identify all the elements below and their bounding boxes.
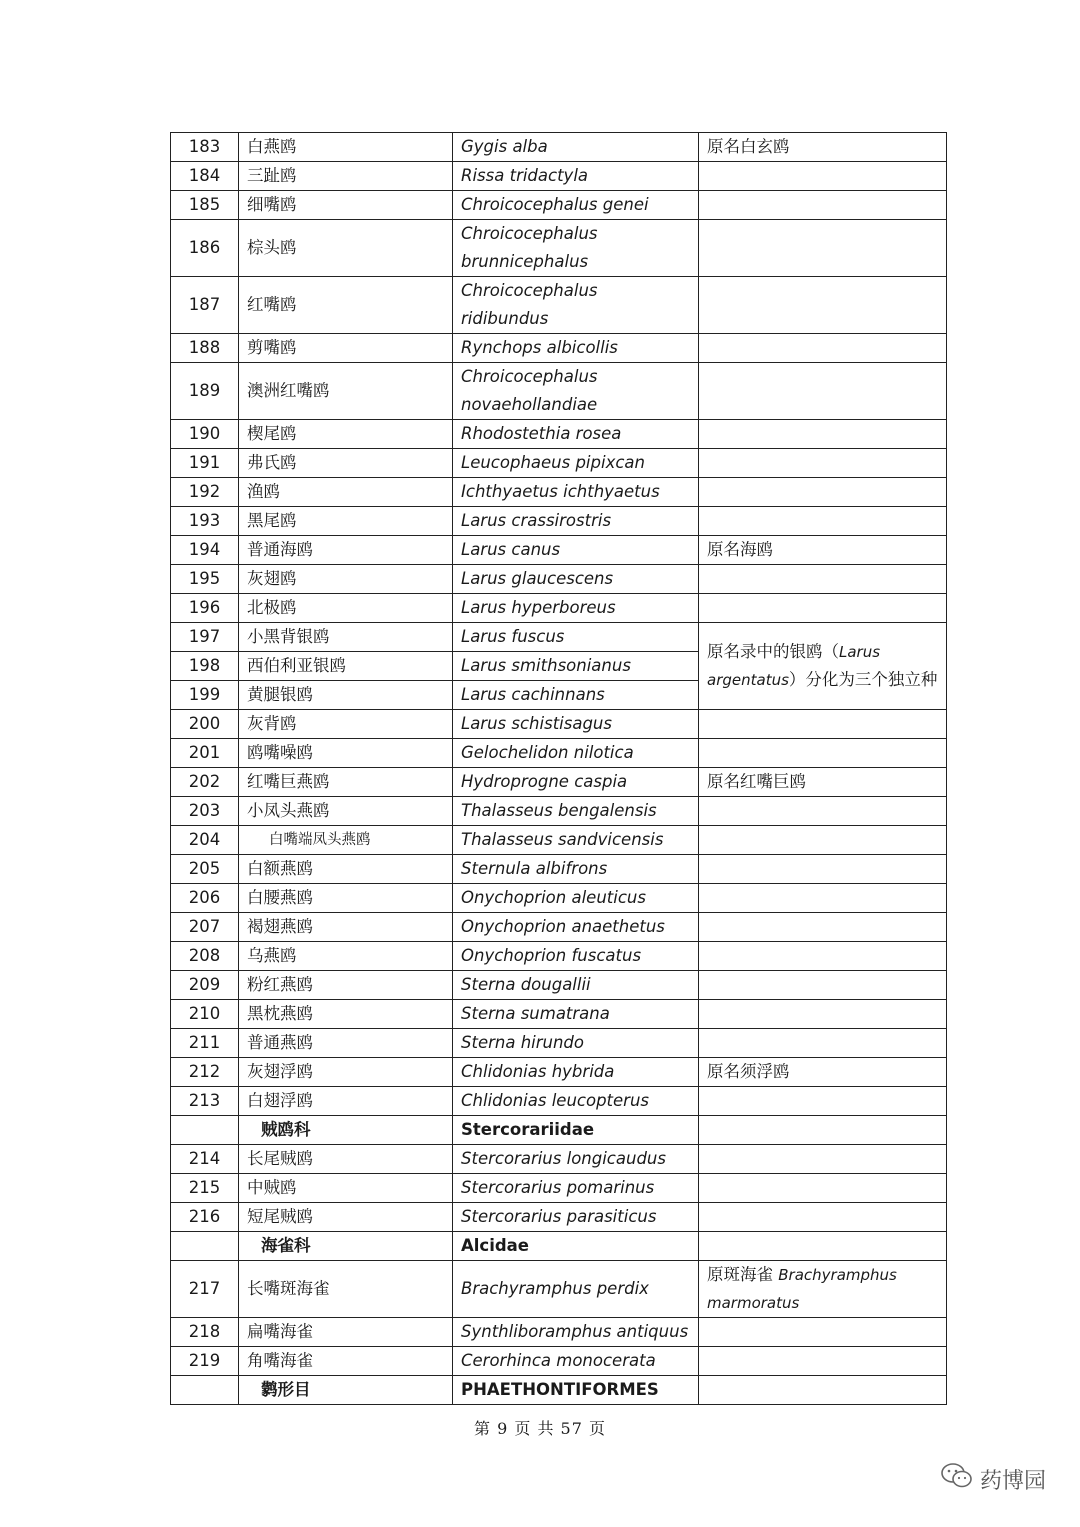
table-row: [171, 1087, 947, 1116]
row-number: 196: [171, 594, 239, 623]
page-total: 57: [560, 1419, 583, 1438]
remark: 原名海鸥: [699, 536, 947, 565]
row-number: 192: [171, 478, 239, 507]
scientific-name: Stercorarius parasiticus: [453, 1203, 699, 1232]
table-row: [171, 1174, 947, 1203]
table-row: [171, 1000, 947, 1029]
scientific-name: Larus canus: [453, 536, 699, 565]
page-footer: [0, 1416, 1080, 1439]
remark: [699, 1261, 947, 1318]
chinese-name: 粉红燕鸥: [239, 971, 453, 1000]
row-number: 185: [171, 191, 239, 220]
remark: [699, 1029, 947, 1058]
remark: [699, 277, 947, 334]
table-row: [171, 363, 947, 420]
scientific-name: Larus glaucescens: [453, 565, 699, 594]
row-number: 208: [171, 942, 239, 971]
family-row: [171, 1116, 947, 1145]
row-number: 205: [171, 855, 239, 884]
remark: [699, 1347, 947, 1376]
remark: [699, 1203, 947, 1232]
remark: [699, 1087, 947, 1116]
chinese-name: 白翅浮鸥: [239, 1087, 453, 1116]
scientific-name: Gelochelidon nilotica: [453, 739, 699, 768]
remark: [699, 884, 947, 913]
table-row: [171, 507, 947, 536]
chinese-name: 棕头鸥: [239, 220, 453, 277]
remark: 原名红嘴巨鸥: [699, 768, 947, 797]
table-row: [171, 162, 947, 191]
table-row: [171, 565, 947, 594]
chinese-name: 长嘴斑海雀: [239, 1261, 453, 1318]
scientific-name: Onychoprion aleuticus: [453, 884, 699, 913]
remark: [699, 507, 947, 536]
scientific-name: Chroicocephalus novaehollandiae: [453, 363, 699, 420]
scientific-name: Thalasseus sandvicensis: [453, 826, 699, 855]
table-row: [171, 942, 947, 971]
scientific-name: Rissa tridactyla: [453, 162, 699, 191]
chinese-name: 小凤头燕鸥: [239, 797, 453, 826]
table-row: [171, 739, 947, 768]
table-row: [171, 1145, 947, 1174]
scientific-name: Leucophaeus pipixcan: [453, 449, 699, 478]
chinese-name: 乌燕鸥: [239, 942, 453, 971]
table-row: [171, 478, 947, 507]
remark: [699, 565, 947, 594]
scientific-name: Larus smithsonianus: [453, 652, 699, 681]
row-number: [171, 1116, 239, 1145]
scientific-name: Chroicocephalus brunnicephalus: [453, 220, 699, 277]
merged-remark-suffix: ）分化为三个独立种: [788, 670, 938, 689]
table-row: [171, 1029, 947, 1058]
row-number: 214: [171, 1145, 239, 1174]
chinese-name: 黑尾鸥: [239, 507, 453, 536]
scientific-name: Chlidonias leucopterus: [453, 1087, 699, 1116]
scientific-name: Ichthyaetus ichthyaetus: [453, 478, 699, 507]
chinese-name: 弗氏鸥: [239, 449, 453, 478]
row-number: 197: [171, 623, 239, 652]
table-row: [171, 971, 947, 1000]
scientific-name: Larus fuscus: [453, 623, 699, 652]
chinese-name: 黄腿银鸥: [239, 681, 453, 710]
scientific-name: Sterna hirundo: [453, 1029, 699, 1058]
table-row: [171, 1203, 947, 1232]
remark: [699, 220, 947, 277]
row-number: 187: [171, 277, 239, 334]
chinese-name: 楔尾鸥: [239, 420, 453, 449]
family-row: [171, 1232, 947, 1261]
scientific-name: Chroicocephalus ridibundus: [453, 277, 699, 334]
remark: [699, 191, 947, 220]
remark: [699, 1000, 947, 1029]
scientific-name: Onychoprion anaethetus: [453, 913, 699, 942]
watermark: [940, 1462, 1046, 1496]
remark: [699, 363, 947, 420]
row-number: 204: [171, 826, 239, 855]
remark-sci: Brachyramphus marmoratus: [707, 1266, 897, 1312]
table-row: [171, 594, 947, 623]
watermark-text: 药博园: [979, 1468, 1046, 1494]
scientific-name: Thalasseus bengalensis: [453, 797, 699, 826]
family-chinese-name: 贼鸥科: [239, 1116, 453, 1145]
chinese-name: 北极鸥: [239, 594, 453, 623]
order-row: [171, 1376, 947, 1405]
scientific-name: Rynchops albicollis: [453, 334, 699, 363]
table-row: [171, 855, 947, 884]
footer-suffix: 页: [589, 1419, 607, 1438]
remark: [699, 420, 947, 449]
remark: [699, 739, 947, 768]
table-row: [171, 133, 947, 162]
row-number: [171, 1232, 239, 1261]
remark: [699, 334, 947, 363]
remark: [699, 1232, 947, 1261]
wechat-icon: [940, 1462, 974, 1496]
chinese-name: 白燕鸥: [239, 133, 453, 162]
scientific-name: Chlidonias hybrida: [453, 1058, 699, 1087]
chinese-name: 渔鸥: [239, 478, 453, 507]
order-chinese-name: 鹲形目: [239, 1376, 453, 1405]
remark: [699, 1376, 947, 1405]
table-row: [171, 277, 947, 334]
row-number: 216: [171, 1203, 239, 1232]
table-row: [171, 536, 947, 565]
scientific-name: Stercorarius longicaudus: [453, 1145, 699, 1174]
scientific-name: Onychoprion fuscatus: [453, 942, 699, 971]
table-row: [171, 623, 947, 652]
footer-prefix: 第: [473, 1419, 491, 1438]
row-number: 211: [171, 1029, 239, 1058]
scientific-name: Larus cachinnans: [453, 681, 699, 710]
row-number: 183: [171, 133, 239, 162]
row-number: 200: [171, 710, 239, 739]
table-row: [171, 1058, 947, 1087]
row-number: 202: [171, 768, 239, 797]
chinese-name: 白额燕鸥: [239, 855, 453, 884]
chinese-name: 长尾贼鸥: [239, 1145, 453, 1174]
remark: [699, 449, 947, 478]
row-number: 217: [171, 1261, 239, 1318]
scientific-name: Synthliboramphus antiquus: [453, 1318, 699, 1347]
row-number: 207: [171, 913, 239, 942]
chinese-name: 小黑背银鸥: [239, 623, 453, 652]
footer-mid: 页 共: [514, 1419, 555, 1438]
row-number: [171, 1376, 239, 1405]
scientific-name: Chroicocephalus genei: [453, 191, 699, 220]
chinese-name: 灰背鸥: [239, 710, 453, 739]
scientific-name: Sterna sumatrana: [453, 1000, 699, 1029]
remark: [699, 1318, 947, 1347]
row-number: 193: [171, 507, 239, 536]
merged-remark-prefix: 原名录中的银鸥（: [707, 642, 839, 661]
remark: [699, 855, 947, 884]
scientific-name: Sternula albifrons: [453, 855, 699, 884]
table-row: [171, 1347, 947, 1376]
row-number: 213: [171, 1087, 239, 1116]
remark: [699, 971, 947, 1000]
row-number: 210: [171, 1000, 239, 1029]
row-number: 198: [171, 652, 239, 681]
row-number: 206: [171, 884, 239, 913]
row-number: 189: [171, 363, 239, 420]
chinese-name: 普通海鸥: [239, 536, 453, 565]
chinese-name: 三趾鸥: [239, 162, 453, 191]
row-number: 209: [171, 971, 239, 1000]
table-row: [171, 1261, 947, 1318]
remark: [699, 594, 947, 623]
table-row: [171, 1318, 947, 1347]
remark-prefix: 原斑海雀: [707, 1265, 779, 1284]
row-number: 190: [171, 420, 239, 449]
page-number: 9: [497, 1419, 509, 1438]
order-scientific-name: PHAETHONTIFORMES: [453, 1376, 699, 1405]
row-number: 199: [171, 681, 239, 710]
chinese-name: 灰翅浮鸥: [239, 1058, 453, 1087]
row-number: 201: [171, 739, 239, 768]
chinese-name: 普通燕鸥: [239, 1029, 453, 1058]
row-number: 184: [171, 162, 239, 191]
row-number: 195: [171, 565, 239, 594]
remark: [699, 710, 947, 739]
chinese-name: 红嘴鸥: [239, 277, 453, 334]
remark: [699, 942, 947, 971]
chinese-name: 扁嘴海雀: [239, 1318, 453, 1347]
merged-remark-sci: Larus argentatus: [707, 643, 881, 689]
scientific-name: Hydroprogne caspia: [453, 768, 699, 797]
table-row: [171, 191, 947, 220]
scientific-name: Cerorhinca monocerata: [453, 1347, 699, 1376]
chinese-name: 角嘴海雀: [239, 1347, 453, 1376]
row-number: 218: [171, 1318, 239, 1347]
remark: 原名须浮鸥: [699, 1058, 947, 1087]
chinese-name: 红嘴巨燕鸥: [239, 768, 453, 797]
chinese-name: 西伯利亚银鸥: [239, 652, 453, 681]
chinese-name: 鸥嘴噪鸥: [239, 739, 453, 768]
table-row: [171, 797, 947, 826]
chinese-name: 黑枕燕鸥: [239, 1000, 453, 1029]
table-row: [171, 884, 947, 913]
chinese-name: 白嘴端凤头燕鸥: [239, 826, 453, 855]
family-chinese-name: 海雀科: [239, 1232, 453, 1261]
scientific-name: Stercorarius pomarinus: [453, 1174, 699, 1203]
chinese-name: 剪嘴鸥: [239, 334, 453, 363]
species-table: [170, 132, 947, 1405]
row-number: 215: [171, 1174, 239, 1203]
table-row: [171, 913, 947, 942]
family-scientific-name: Alcidae: [453, 1232, 699, 1261]
table-row: [171, 449, 947, 478]
table-row: [171, 826, 947, 855]
row-number: 188: [171, 334, 239, 363]
row-number: 194: [171, 536, 239, 565]
remark: 原名白玄鸥: [699, 133, 947, 162]
family-scientific-name: Stercorariidae: [453, 1116, 699, 1145]
row-number: 203: [171, 797, 239, 826]
scientific-name: Sterna dougallii: [453, 971, 699, 1000]
scientific-name: Larus schistisagus: [453, 710, 699, 739]
remark: [699, 478, 947, 507]
remark: [699, 162, 947, 191]
chinese-name: 白腰燕鸥: [239, 884, 453, 913]
chinese-name: 细嘴鸥: [239, 191, 453, 220]
chinese-name: 短尾贼鸥: [239, 1203, 453, 1232]
table-row: [171, 420, 947, 449]
row-number: 212: [171, 1058, 239, 1087]
scientific-name: Larus crassirostris: [453, 507, 699, 536]
remark: [699, 797, 947, 826]
remark: [699, 1174, 947, 1203]
table-row: [171, 334, 947, 363]
scientific-name: Rhodostethia rosea: [453, 420, 699, 449]
chinese-name: 灰翅鸥: [239, 565, 453, 594]
chinese-name: 中贼鸥: [239, 1174, 453, 1203]
remark: [699, 1145, 947, 1174]
scientific-name: Larus hyperboreus: [453, 594, 699, 623]
merged-remark: [699, 623, 947, 710]
row-number: 219: [171, 1347, 239, 1376]
table-row: [171, 220, 947, 277]
row-number: 191: [171, 449, 239, 478]
row-number: 186: [171, 220, 239, 277]
chinese-name: 褐翅燕鸥: [239, 913, 453, 942]
table-row: [171, 710, 947, 739]
remark: [699, 826, 947, 855]
remark: [699, 1116, 947, 1145]
scientific-name: Brachyramphus perdix: [453, 1261, 699, 1318]
scientific-name: Gygis alba: [453, 133, 699, 162]
table-row: [171, 768, 947, 797]
remark: [699, 913, 947, 942]
chinese-name: 澳洲红嘴鸥: [239, 363, 453, 420]
